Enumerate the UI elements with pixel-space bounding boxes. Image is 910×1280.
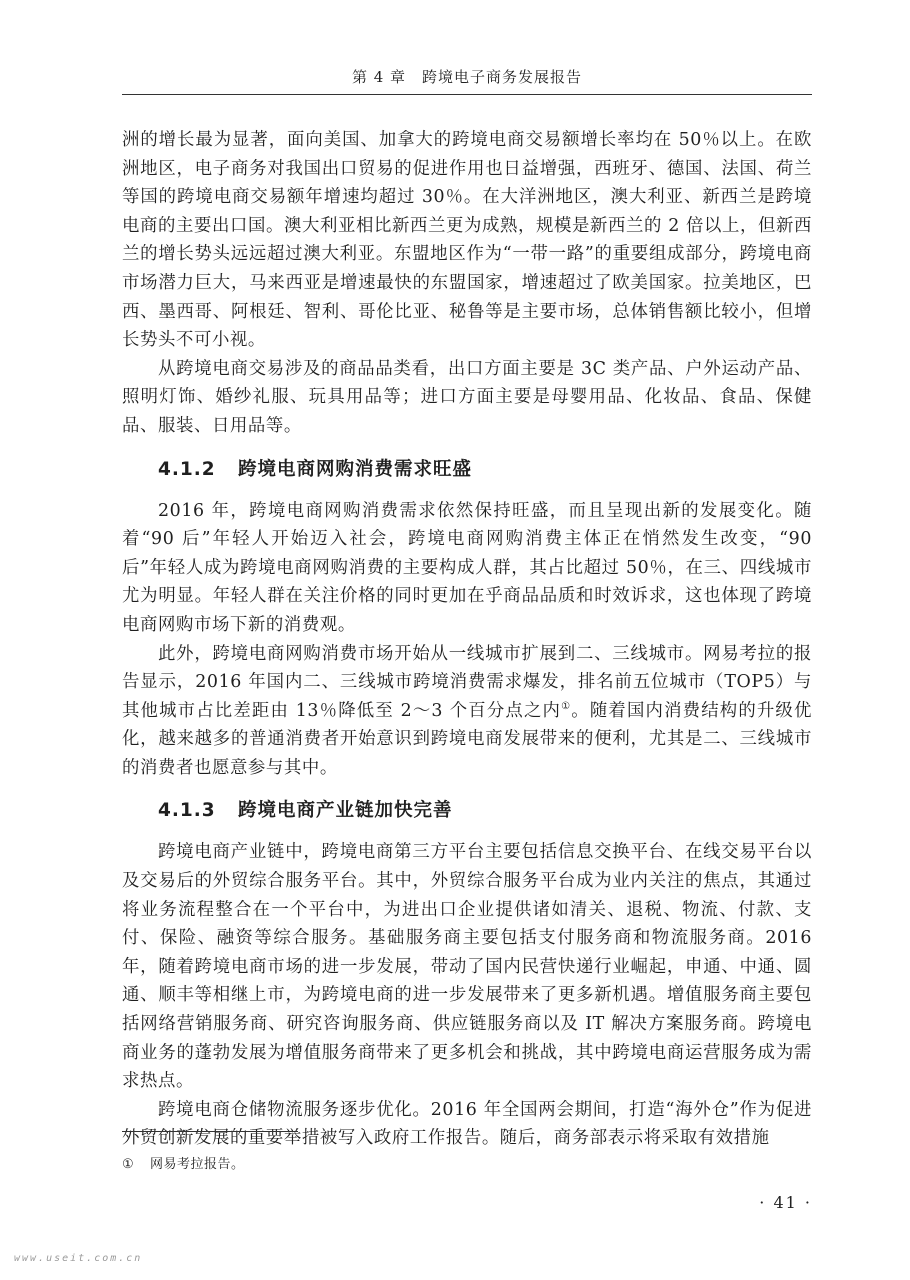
paragraph-text: 此外，跨境电商网购消费市场开始从一线城市扩展到二、三线城市。网易考拉的报告显示，2016 年国内二、三线城市跨境消费需求爆发，排名前五位城市（TOP5）与其他城市占比差距由 13％降低至 2～3 个百分点之内	[122, 643, 812, 721]
section-title: 跨境电商产业链加快完善	[238, 800, 453, 822]
section-heading-4-1-3	[122, 798, 812, 824]
paragraph-product-categories: 从跨境电商交易涉及的商品品类看，出口方面主要是 3C 类产品、户外运动产品、照明灯饰、婚纱礼服、玩具用品等；进口方面主要是母婴用品、化妆品、食品、保健品、服装、日用品等。	[122, 358, 812, 436]
paragraph-consumer-demand: 2016 年，跨境电商网购消费需求依然保持旺盛，而且呈现出新的发展变化。随着“90 后”年轻人开始迈入社会，跨境电商网购消费主体正在悄然发生改变，“90 后”年轻人成为跨境电商网购消费的主要构成人群，其占比超过 50％，在三、四线城市尤为明显。年轻人群在关注价格的同时更加在乎商品品质和时效诉求，这也体现了跨境电商网购市场下新的消费观。	[122, 500, 812, 635]
paragraph-city-expansion	[122, 640, 812, 783]
footnote-rule	[122, 1131, 298, 1132]
body-text	[122, 126, 812, 1153]
running-header: 第 4 章 跨境电子商务发展报告	[351, 68, 583, 86]
section-number: 4.1.2	[158, 458, 216, 480]
section-number: 4.1.3	[158, 800, 216, 822]
footnote-text: 网易考拉报告。	[150, 1157, 245, 1172]
paragraph-industry-chain: 跨境电商产业链中，跨境电商第三方平台主要包括信息交换平台、在线交易平台以及交易后的外贸综合服务平台。其中，外贸综合服务平台成为业内关注的焦点，其通过将业务流程整合在一个平台中，为进出口企业提供诸如清关、退税、物流、付款、支付、保险、融资等综合服务。基础服务商主要包括支付服务商和物流服务商。2016 年，随着跨境电商市场的进一步发展，带动了国内民营快递行业崛起，申通、中通、圆通、顺丰等相继上市，为跨境电商的进一步发展带来了更多新机遇。增值服务商主要包括网络营销服务商、研究咨询服务商、供应链服务商以及 IT 解决方案服务商。跨境电商业务的蓬勃发展为增值服务商带来了更多机会和挑战，其中跨境电商运营服务成为需求热点。	[122, 842, 812, 1092]
footnote-mark: ①	[122, 1157, 135, 1172]
page-number: · 41 ·	[759, 1193, 812, 1212]
paragraph-text: 。随着国内消费结构的升级优化，越来越多的普通消费者开始意识到跨境电商发展带来的便利，尤其是二、三线城市的消费者也愿意参与其中。	[122, 700, 812, 778]
footnote	[122, 1153, 245, 1172]
paragraph-continuation: 洲的增长最为显著，面向美国、加拿大的跨境电商交易额增长率均在 50％以上。在欧洲地区，电子商务对我国出口贸易的促进作用也日益增强，西班牙、德国、法国、荷兰等国的跨境电商交易额年增速均超过 30％。在大洋洲地区，澳大利亚、新西兰是跨境电商的主要出口国。澳大利亚相比新西兰更为成熟，规模是新西兰的 2 倍以上，但新西兰的增长势头远远超过澳大利亚。东盟地区作为“一带一路”的重要组成部分，跨境电商市场潜力巨大，马来西亚是增速最快的东盟国家，增速超过了欧美国家。拉美地区，巴西、墨西哥、阿根廷、智利、哥伦比亚、秘鲁等是主要市场，总体销售额比较小，但增长势头不可小视。	[122, 130, 812, 351]
section-title: 跨境电商网购消费需求旺盛	[238, 458, 473, 480]
section-heading-4-1-2	[122, 457, 812, 483]
paragraph-logistics: 跨境电商仓储物流服务逐步优化。2016 年全国两会期间，打造“海外仓”作为促进外贸创新发展的重要举措被写入政府工作报告。随后，商务部表示将采取有效措施	[122, 1099, 812, 1149]
footnote-reference[interactable]: ①	[561, 700, 572, 712]
watermark: www.useit.com.cn	[14, 1253, 143, 1264]
header-rule	[122, 94, 812, 95]
